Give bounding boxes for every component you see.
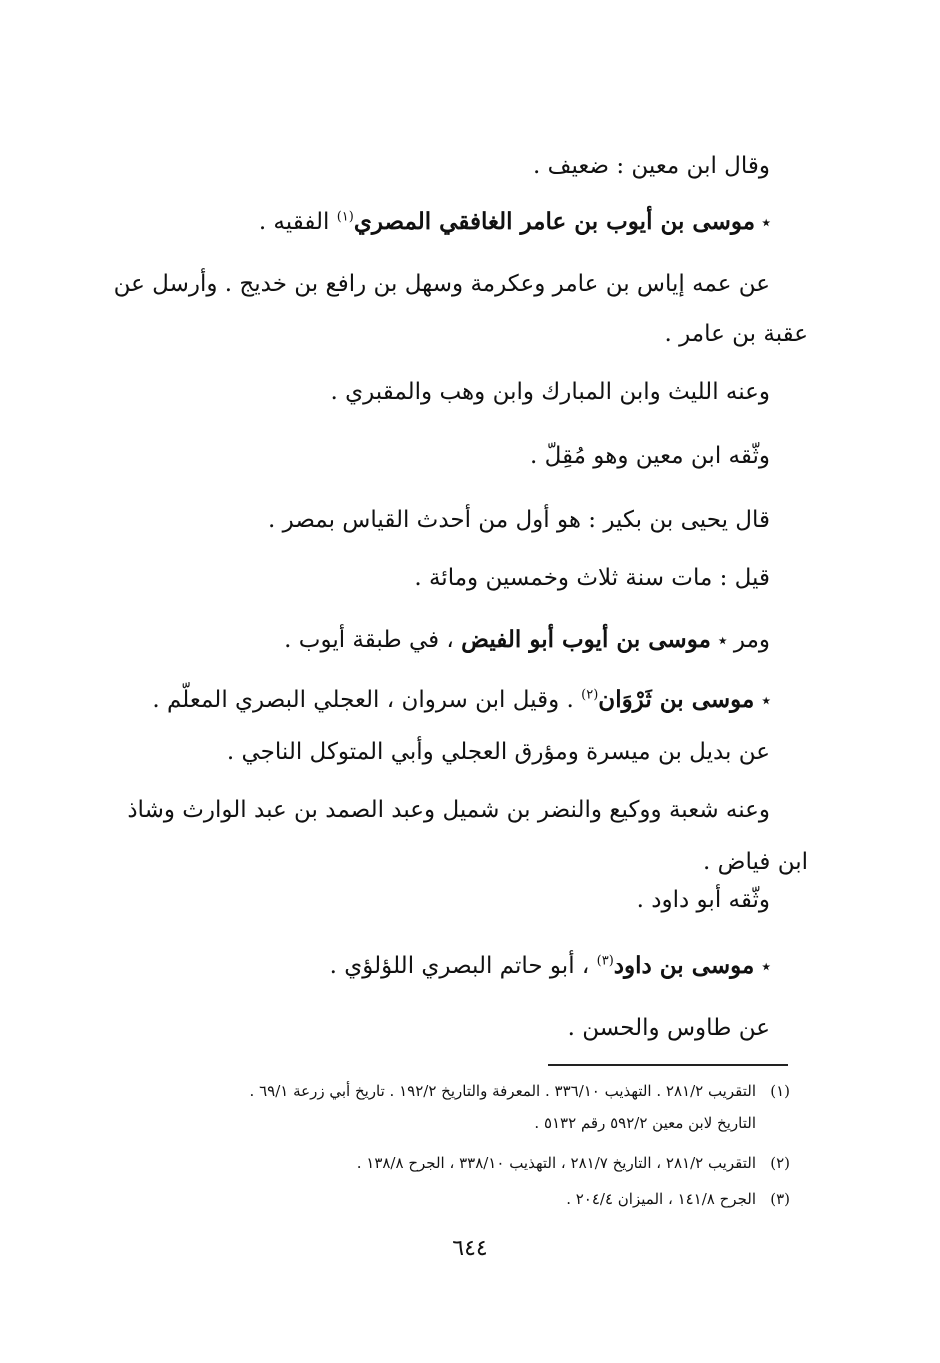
text-line-yahya-quote: قال يحيى بن بكير : هو أول من أحدث القياس بمصر . [268, 507, 770, 533]
footnote-ref-1[interactable]: (١) [336, 209, 354, 225]
footnote-separator [548, 1064, 788, 1066]
entry-name: موسى بن أيوب بن عامر الغافقي المصري [353, 208, 756, 235]
text-line-narrators: وعنه الليث وابن المبارك وابن وهب والمقبري . [330, 379, 770, 405]
text-line-cross-reference [284, 624, 770, 657]
footnote-1-continuation: التاريخ لابن معين ٥٩٢/٢ رقم ٥١٣٢ . [534, 1114, 756, 1132]
footnote-number: (٢) [770, 1154, 790, 1172]
text-line-trustworthy: وثّقه أبو داود . [636, 887, 770, 913]
footnote-3 [566, 1188, 790, 1210]
entry-star-icon: ٭ [762, 693, 770, 709]
text-line-trustworthy: وثّقه ابن معين وهو مُقِلّ . [530, 443, 770, 469]
text-line-narrated-from: عن بديل بن ميسرة ومؤرق العجلي وأبي المتوكل الناجي . [226, 739, 770, 765]
text-line-ibn-main-weak: وقال ابن معين : ضعيف . [533, 153, 770, 179]
text-line-narrated-from: عن عمه إياس بن عامر وعكرمة وسهل بن رافع بن خديج . وأرسل عن [113, 271, 770, 297]
entry-heading-musa-ibn-ayyub-al-ghafiqi [259, 206, 770, 239]
text-line-death-year: قيل : مات سنة ثلاث وخمسين ومائة . [414, 565, 770, 591]
footnote-number: (١) [770, 1082, 790, 1100]
entry-heading-musa-ibn-tharwan [152, 684, 770, 717]
entry-star-icon: ٭ [762, 959, 770, 975]
footnote-ref-3[interactable]: (٣) [596, 953, 614, 969]
entry-star-icon: ٭ [718, 633, 727, 649]
entry-name: موسى بن داود [613, 952, 763, 979]
entry-name: موسى بن أيوب أبو الفيض [461, 626, 719, 653]
entry-epithet: الفقيه . [258, 209, 337, 235]
footnote-text: التقريب ٢٨١/٢ . التهذيب ٣٣٦/١٠ . المعرفة والتاريخ ١٩٢/٢ . تاريخ أبي زرعة ٦٩/١ . [249, 1082, 756, 1100]
text-line-narrators: وعنه شعبة ووكيع والنضر بن شميل وعبد الصمد بن عبد الوارث وشاذ [127, 797, 770, 823]
cross-ref-rest: ، في طبقة أيوب . [284, 627, 462, 653]
entry-heading-musa-ibn-dawud [330, 950, 770, 983]
entry-name: موسى بن ثَرْوَان [598, 686, 763, 713]
entry-epithet: ، أبو حاتم البصري اللؤلؤي . [329, 953, 597, 979]
text-line-continuation: عقبة بن عامر . [664, 321, 808, 347]
footnote-1 [250, 1080, 790, 1102]
text-line-continuation: ابن فياض . [703, 849, 808, 875]
page-number: ٦٤٤ [452, 1236, 488, 1261]
footnote-text: الجرح ١٤١/٨ ، الميزان ٢٠٤/٤ . [566, 1190, 756, 1208]
footnote-ref-2[interactable]: (٢) [581, 687, 599, 703]
cross-ref-prefix: ومر [726, 627, 770, 653]
footnote-text: التقريب ٢٨١/٢ ، التاريخ ٢٨١/٧ ، التهذيب ٣٣٨/١٠ ، الجرح ١٣٨/٨ . [356, 1154, 756, 1172]
footnote-number: (٣) [770, 1190, 790, 1208]
footnote-2 [357, 1152, 790, 1174]
entry-epithet: . وقيل ابن سروان ، العجلي البصري المعلّم . [152, 687, 582, 713]
entry-star-icon: ٭ [762, 215, 770, 231]
text-line-narrated-from: عن طاوس والحسن . [567, 1015, 770, 1041]
